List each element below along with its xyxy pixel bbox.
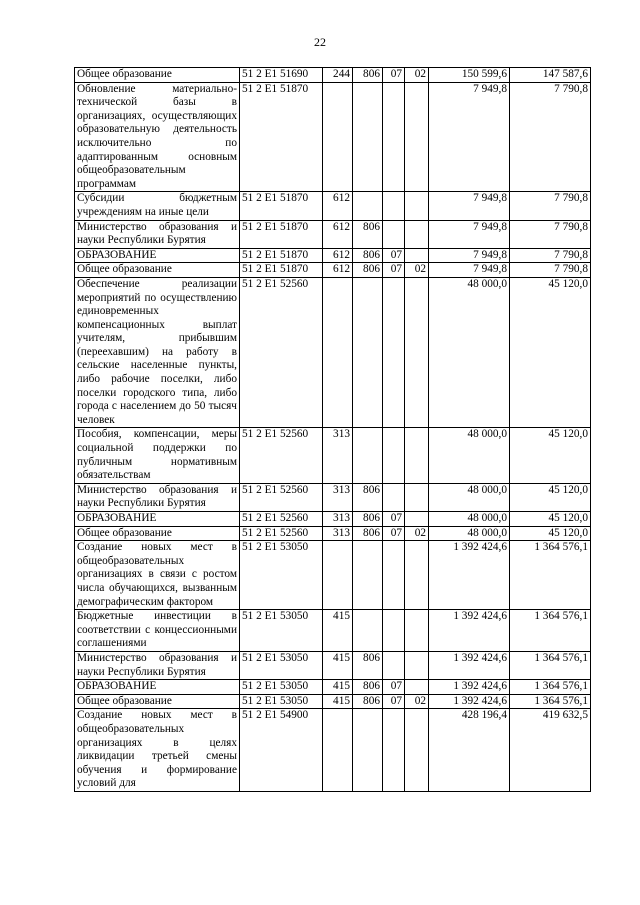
amount-year-1-cell: 1 392 424,6: [429, 541, 510, 610]
administrator-code-cell: 806: [353, 694, 383, 709]
section-code-cell: [383, 709, 405, 792]
target-article-code-cell: 51 2 E1 52560: [240, 483, 323, 511]
section-code-cell: [383, 483, 405, 511]
administrator-code-cell: [353, 82, 383, 192]
table-row: [75, 512, 591, 527]
administrator-code-cell: [353, 610, 383, 652]
administrator-code-cell: 806: [353, 526, 383, 541]
subsection-code-cell: 02: [405, 263, 429, 278]
amount-year-2-cell: 45 120,0: [510, 526, 591, 541]
target-article-code-cell: 51 2 E1 51870: [240, 220, 323, 248]
administrator-code-cell: 806: [353, 68, 383, 83]
subsection-code-cell: [405, 680, 429, 695]
amount-year-1-cell: 7 949,8: [429, 82, 510, 192]
administrator-code-cell: 806: [353, 483, 383, 511]
expense-type-code-cell: 313: [323, 512, 353, 527]
subsection-code-cell: [405, 512, 429, 527]
administrator-code-cell: [353, 709, 383, 792]
expense-type-code-cell: [323, 541, 353, 610]
administrator-code-cell: [353, 192, 383, 220]
item-name-cell: ОБРАЗОВАНИЕ: [75, 248, 240, 263]
subsection-code-cell: [405, 82, 429, 192]
subsection-code-cell: 02: [405, 694, 429, 709]
item-name-cell: Министерство образования и науки Республики Бурятия: [75, 220, 240, 248]
expense-type-code-cell: 415: [323, 680, 353, 695]
item-name-cell: Общее образование: [75, 263, 240, 278]
section-code-cell: [383, 220, 405, 248]
target-article-code-cell: 51 2 E1 51870: [240, 248, 323, 263]
amount-year-2-cell: 1 364 576,1: [510, 680, 591, 695]
item-name-cell: Бюджетные инвестиции в соответствии с концессионными соглашениями: [75, 610, 240, 652]
item-name-cell: Общее образование: [75, 68, 240, 83]
section-code-cell: [383, 82, 405, 192]
amount-year-2-cell: 7 790,8: [510, 263, 591, 278]
section-code-cell: 07: [383, 526, 405, 541]
amount-year-2-cell: 1 364 576,1: [510, 651, 591, 679]
table-row: [75, 220, 591, 248]
section-code-cell: [383, 610, 405, 652]
expense-type-code-cell: 612: [323, 248, 353, 263]
expense-type-code-cell: 313: [323, 526, 353, 541]
amount-year-2-cell: 45 120,0: [510, 277, 591, 428]
target-article-code-cell: 51 2 E1 52560: [240, 512, 323, 527]
subsection-code-cell: [405, 709, 429, 792]
amount-year-1-cell: 7 949,8: [429, 263, 510, 278]
administrator-code-cell: [353, 277, 383, 428]
item-name-cell: Создание новых мест в общеобразовательных организациях в связи с ростом числа обучающихся, вызванным демографическим фактором: [75, 541, 240, 610]
amount-year-1-cell: 150 599,6: [429, 68, 510, 83]
administrator-code-cell: 806: [353, 263, 383, 278]
amount-year-1-cell: 48 000,0: [429, 483, 510, 511]
item-name-cell: Обновление материально-технической базы в организациях, осуществляющих образовательную деятельность исключительно по адаптированным основным общеобразовательным программам: [75, 82, 240, 192]
expense-type-code-cell: 415: [323, 651, 353, 679]
item-name-cell: Пособия, компенсации, меры социальной поддержки по публичным нормативным обязательствам: [75, 428, 240, 483]
table-row: [75, 483, 591, 511]
expense-type-code-cell: 313: [323, 428, 353, 483]
amount-year-2-cell: 45 120,0: [510, 512, 591, 527]
amount-year-1-cell: 1 392 424,6: [429, 694, 510, 709]
target-article-code-cell: 51 2 E1 51870: [240, 263, 323, 278]
section-code-cell: 07: [383, 68, 405, 83]
amount-year-1-cell: 48 000,0: [429, 512, 510, 527]
amount-year-1-cell: 48 000,0: [429, 526, 510, 541]
table-row: [75, 428, 591, 483]
table-row: [75, 541, 591, 610]
section-code-cell: [383, 192, 405, 220]
table-row: [75, 526, 591, 541]
amount-year-2-cell: 7 790,8: [510, 82, 591, 192]
section-code-cell: 07: [383, 694, 405, 709]
expense-type-code-cell: 612: [323, 263, 353, 278]
item-name-cell: Обеспечение реализации мероприятий по осуществлению единовременных компенсационных выплат учителям, прибывшим (переехавшим) на работу в сельские населенные пункты, либо рабочие поселки, либо поселки городского типа, либо города с населением до 50 тысяч человек: [75, 277, 240, 428]
item-name-cell: Министерство образования и науки Республики Бурятия: [75, 483, 240, 511]
table-row: [75, 651, 591, 679]
amount-year-2-cell: 419 632,5: [510, 709, 591, 792]
administrator-code-cell: 806: [353, 680, 383, 695]
section-code-cell: [383, 428, 405, 483]
budget-table: [74, 67, 591, 792]
amount-year-2-cell: 45 120,0: [510, 428, 591, 483]
expense-type-code-cell: [323, 277, 353, 428]
item-name-cell: Создание новых мест в общеобразовательных организациях в целях ликвидации третьей смены обучения и формирование условий для: [75, 709, 240, 792]
amount-year-1-cell: 1 392 424,6: [429, 610, 510, 652]
amount-year-1-cell: 7 949,8: [429, 192, 510, 220]
administrator-code-cell: [353, 428, 383, 483]
table-row: [75, 694, 591, 709]
target-article-code-cell: 51 2 E1 52560: [240, 526, 323, 541]
subsection-code-cell: [405, 483, 429, 511]
subsection-code-cell: [405, 277, 429, 428]
table-row: [75, 68, 591, 83]
target-article-code-cell: 51 2 E1 52560: [240, 277, 323, 428]
subsection-code-cell: [405, 192, 429, 220]
subsection-code-cell: [405, 248, 429, 263]
amount-year-1-cell: 428 196,4: [429, 709, 510, 792]
amount-year-1-cell: 7 949,8: [429, 248, 510, 263]
expense-type-code-cell: 415: [323, 610, 353, 652]
subsection-code-cell: [405, 651, 429, 679]
amount-year-2-cell: 1 364 576,1: [510, 694, 591, 709]
section-code-cell: [383, 651, 405, 679]
amount-year-1-cell: 48 000,0: [429, 428, 510, 483]
target-article-code-cell: 51 2 E1 51870: [240, 192, 323, 220]
target-article-code-cell: 51 2 E1 51870: [240, 82, 323, 192]
item-name-cell: Общее образование: [75, 694, 240, 709]
table-row: [75, 709, 591, 792]
page-number: 22: [314, 35, 326, 49]
subsection-code-cell: [405, 220, 429, 248]
amount-year-1-cell: 48 000,0: [429, 277, 510, 428]
table-row: [75, 82, 591, 192]
administrator-code-cell: [353, 541, 383, 610]
item-name-cell: ОБРАЗОВАНИЕ: [75, 680, 240, 695]
section-code-cell: 07: [383, 680, 405, 695]
amount-year-2-cell: 147 587,6: [510, 68, 591, 83]
amount-year-1-cell: 7 949,8: [429, 220, 510, 248]
amount-year-2-cell: 7 790,8: [510, 192, 591, 220]
table-row: [75, 680, 591, 695]
item-name-cell: Министерство образования и науки Республики Бурятия: [75, 651, 240, 679]
section-code-cell: 07: [383, 512, 405, 527]
table-row: [75, 610, 591, 652]
amount-year-2-cell: 45 120,0: [510, 483, 591, 511]
expense-type-code-cell: 415: [323, 694, 353, 709]
administrator-code-cell: 806: [353, 651, 383, 679]
section-code-cell: 07: [383, 263, 405, 278]
subsection-code-cell: 02: [405, 526, 429, 541]
section-code-cell: [383, 277, 405, 428]
amount-year-2-cell: 1 364 576,1: [510, 541, 591, 610]
expense-type-code-cell: 612: [323, 220, 353, 248]
administrator-code-cell: 806: [353, 220, 383, 248]
amount-year-1-cell: 1 392 424,6: [429, 651, 510, 679]
item-name-cell: Общее образование: [75, 526, 240, 541]
administrator-code-cell: 806: [353, 248, 383, 263]
item-name-cell: Субсидии бюджетным учреждениям на иные цели: [75, 192, 240, 220]
target-article-code-cell: 51 2 E1 53050: [240, 541, 323, 610]
amount-year-1-cell: 1 392 424,6: [429, 680, 510, 695]
item-name-cell: ОБРАЗОВАНИЕ: [75, 512, 240, 527]
administrator-code-cell: 806: [353, 512, 383, 527]
section-code-cell: 07: [383, 248, 405, 263]
table-row: [75, 263, 591, 278]
expense-type-code-cell: [323, 82, 353, 192]
expense-type-code-cell: [323, 709, 353, 792]
expense-type-code-cell: 244: [323, 68, 353, 83]
target-article-code-cell: 51 2 E1 53050: [240, 694, 323, 709]
target-article-code-cell: 51 2 E1 51690: [240, 68, 323, 83]
table-row: [75, 277, 591, 428]
amount-year-2-cell: 1 364 576,1: [510, 610, 591, 652]
subsection-code-cell: [405, 541, 429, 610]
subsection-code-cell: [405, 428, 429, 483]
section-code-cell: [383, 541, 405, 610]
target-article-code-cell: 51 2 E1 53050: [240, 651, 323, 679]
table-row: [75, 192, 591, 220]
target-article-code-cell: 51 2 E1 54900: [240, 709, 323, 792]
target-article-code-cell: 51 2 E1 52560: [240, 428, 323, 483]
subsection-code-cell: [405, 610, 429, 652]
subsection-code-cell: 02: [405, 68, 429, 83]
amount-year-2-cell: 7 790,8: [510, 248, 591, 263]
expense-type-code-cell: 313: [323, 483, 353, 511]
expense-type-code-cell: 612: [323, 192, 353, 220]
table-row: [75, 248, 591, 263]
amount-year-2-cell: 7 790,8: [510, 220, 591, 248]
table-body: [75, 68, 591, 792]
target-article-code-cell: 51 2 E1 53050: [240, 680, 323, 695]
target-article-code-cell: 51 2 E1 53050: [240, 610, 323, 652]
